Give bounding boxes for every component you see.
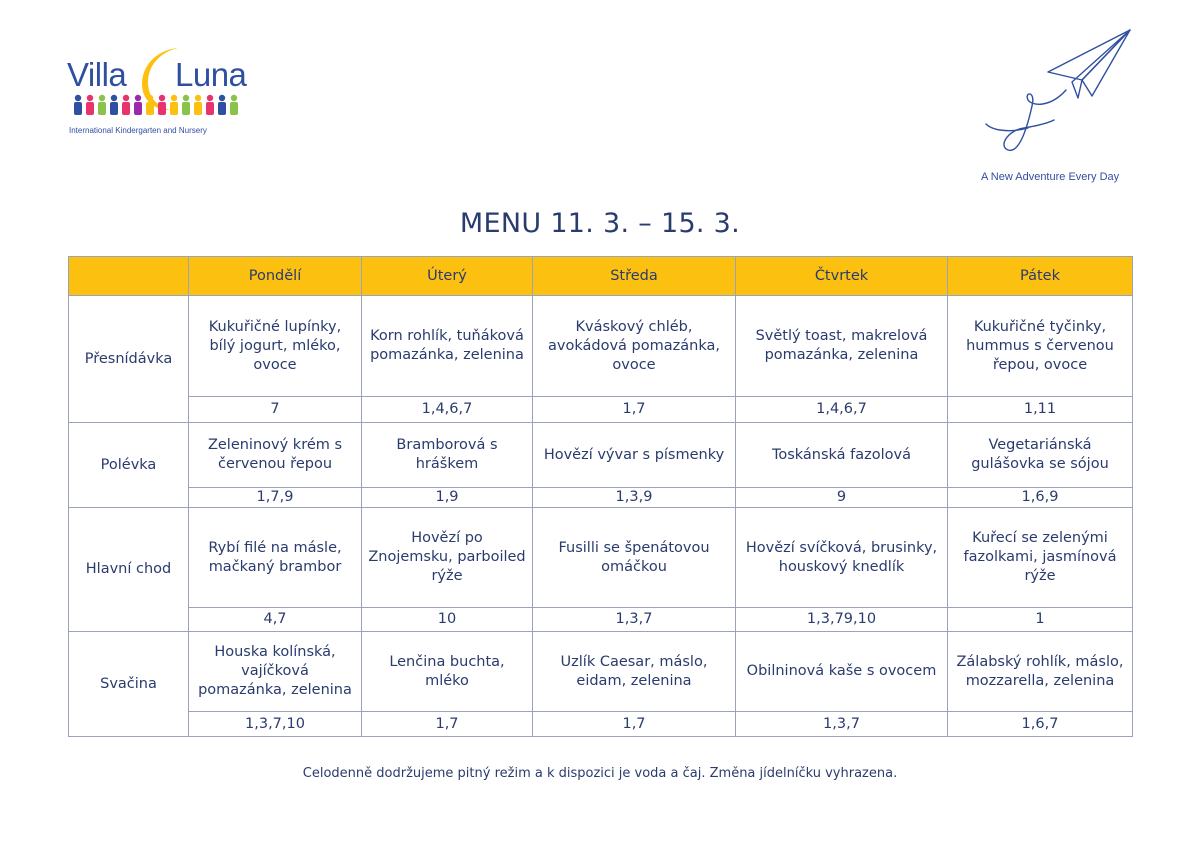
meal-label: Přesnídávka <box>69 296 189 423</box>
dish-cell: Rybí filé na másle, mačkaný brambor <box>189 508 362 608</box>
allergen-cell: 10 <box>362 608 533 632</box>
dish-cell: Houska kolínská, vajíčková pomazánka, zelenina <box>189 632 362 712</box>
allergen-cell: 1,4,6,7 <box>362 397 533 423</box>
dish-cell: Vegetariánská gulášovka se sójou <box>948 423 1133 488</box>
meal-label: Polévka <box>69 423 189 508</box>
dish-row <box>69 508 1133 608</box>
allergen-cell: 4,7 <box>189 608 362 632</box>
dish-cell: Obilninová kaše s ovocem <box>736 632 948 712</box>
logo-word-villa: Villa <box>67 56 127 93</box>
allergen-cell: 1,3,9 <box>533 488 736 508</box>
meal-label: Hlavní chod <box>69 508 189 632</box>
dish-cell: Kváskový chléb, avokádová pomazánka, ovoce <box>533 296 736 397</box>
header-row <box>69 257 1133 296</box>
allergen-cell: 1,7 <box>533 397 736 423</box>
menu-table <box>68 256 1133 737</box>
dish-row <box>69 296 1133 397</box>
day-header: Úterý <box>362 257 533 296</box>
dish-cell: Korn rohlík, tuňáková pomazánka, zelenina <box>362 296 533 397</box>
dish-row <box>69 423 1133 488</box>
dish-cell: Fusilli se špenátovou omáčkou <box>533 508 736 608</box>
allergen-cell: 1,6,9 <box>948 488 1133 508</box>
allergen-cell: 1,7 <box>362 712 533 737</box>
allergen-cell: 1,7,9 <box>189 488 362 508</box>
dish-cell: Zálabský rohlík, máslo, mozzarella, zelenina <box>948 632 1133 712</box>
allergen-cell: 1,7 <box>533 712 736 737</box>
allergen-cell: 7 <box>189 397 362 423</box>
dish-cell: Toskánská fazolová <box>736 423 948 488</box>
dish-cell: Hovězí svíčková, brusinky, houskový knedlík <box>736 508 948 608</box>
dish-cell: Hovězí po Znojemsku, parboiled rýže <box>362 508 533 608</box>
allergen-row <box>69 608 1133 632</box>
meal-label: Svačina <box>69 632 189 737</box>
header-corner <box>69 257 189 296</box>
allergen-cell: 1,3,7,10 <box>189 712 362 737</box>
allergen-cell: 1,9 <box>362 488 533 508</box>
allergen-row <box>69 488 1133 508</box>
paper-plane-icon <box>980 28 1140 158</box>
dish-cell: Kukuřičné lupínky, bílý jogurt, mléko, ovoce <box>189 296 362 397</box>
day-header: Pondělí <box>189 257 362 296</box>
allergen-cell: 1,3,7 <box>736 712 948 737</box>
logo-tagline: International Kindergarten and Nursery <box>69 126 207 135</box>
allergen-cell: 1,11 <box>948 397 1133 423</box>
allergen-cell: 1,3,7 <box>533 608 736 632</box>
dish-cell: Bramborová s hráškem <box>362 423 533 488</box>
dish-cell: Kuřecí se zelenými fazolkami, jasmínová rýže <box>948 508 1133 608</box>
slogan: A New Adventure Every Day <box>981 171 1120 183</box>
dish-row <box>69 632 1133 712</box>
allergen-row <box>69 712 1133 737</box>
allergen-cell: 9 <box>736 488 948 508</box>
allergen-cell: 1,6,7 <box>948 712 1133 737</box>
dish-cell: Kukuřičné tyčinky, hummus s červenou řepou, ovoce <box>948 296 1133 397</box>
logo-word-luna: Luna <box>175 56 247 93</box>
allergen-cell: 1,4,6,7 <box>736 397 948 423</box>
dish-cell: Hovězí vývar s písmenky <box>533 423 736 488</box>
allergen-cell: 1 <box>948 608 1133 632</box>
footer-note: Celodenně dodržujeme pitný režim a k dispozici je voda a čaj. Změna jídelníčku vyhrazena. <box>302 766 898 781</box>
villa-luna-logo <box>64 44 254 144</box>
day-header: Pátek <box>948 257 1133 296</box>
dish-cell: Zeleninový krém s červenou řepou <box>189 423 362 488</box>
children-row-icon <box>72 94 242 116</box>
allergen-cell: 1,3,79,10 <box>736 608 948 632</box>
dish-cell: Uzlík Caesar, máslo, eidam, zelenina <box>533 632 736 712</box>
allergen-row <box>69 397 1133 423</box>
dish-cell: Světlý toast, makrelová pomazánka, zelenina <box>736 296 948 397</box>
dish-cell: Lenčina buchta, mléko <box>362 632 533 712</box>
day-header: Čtvrtek <box>736 257 948 296</box>
menu-title: MENU 11. 3. – 15. 3. <box>459 208 741 239</box>
day-header: Středa <box>533 257 736 296</box>
